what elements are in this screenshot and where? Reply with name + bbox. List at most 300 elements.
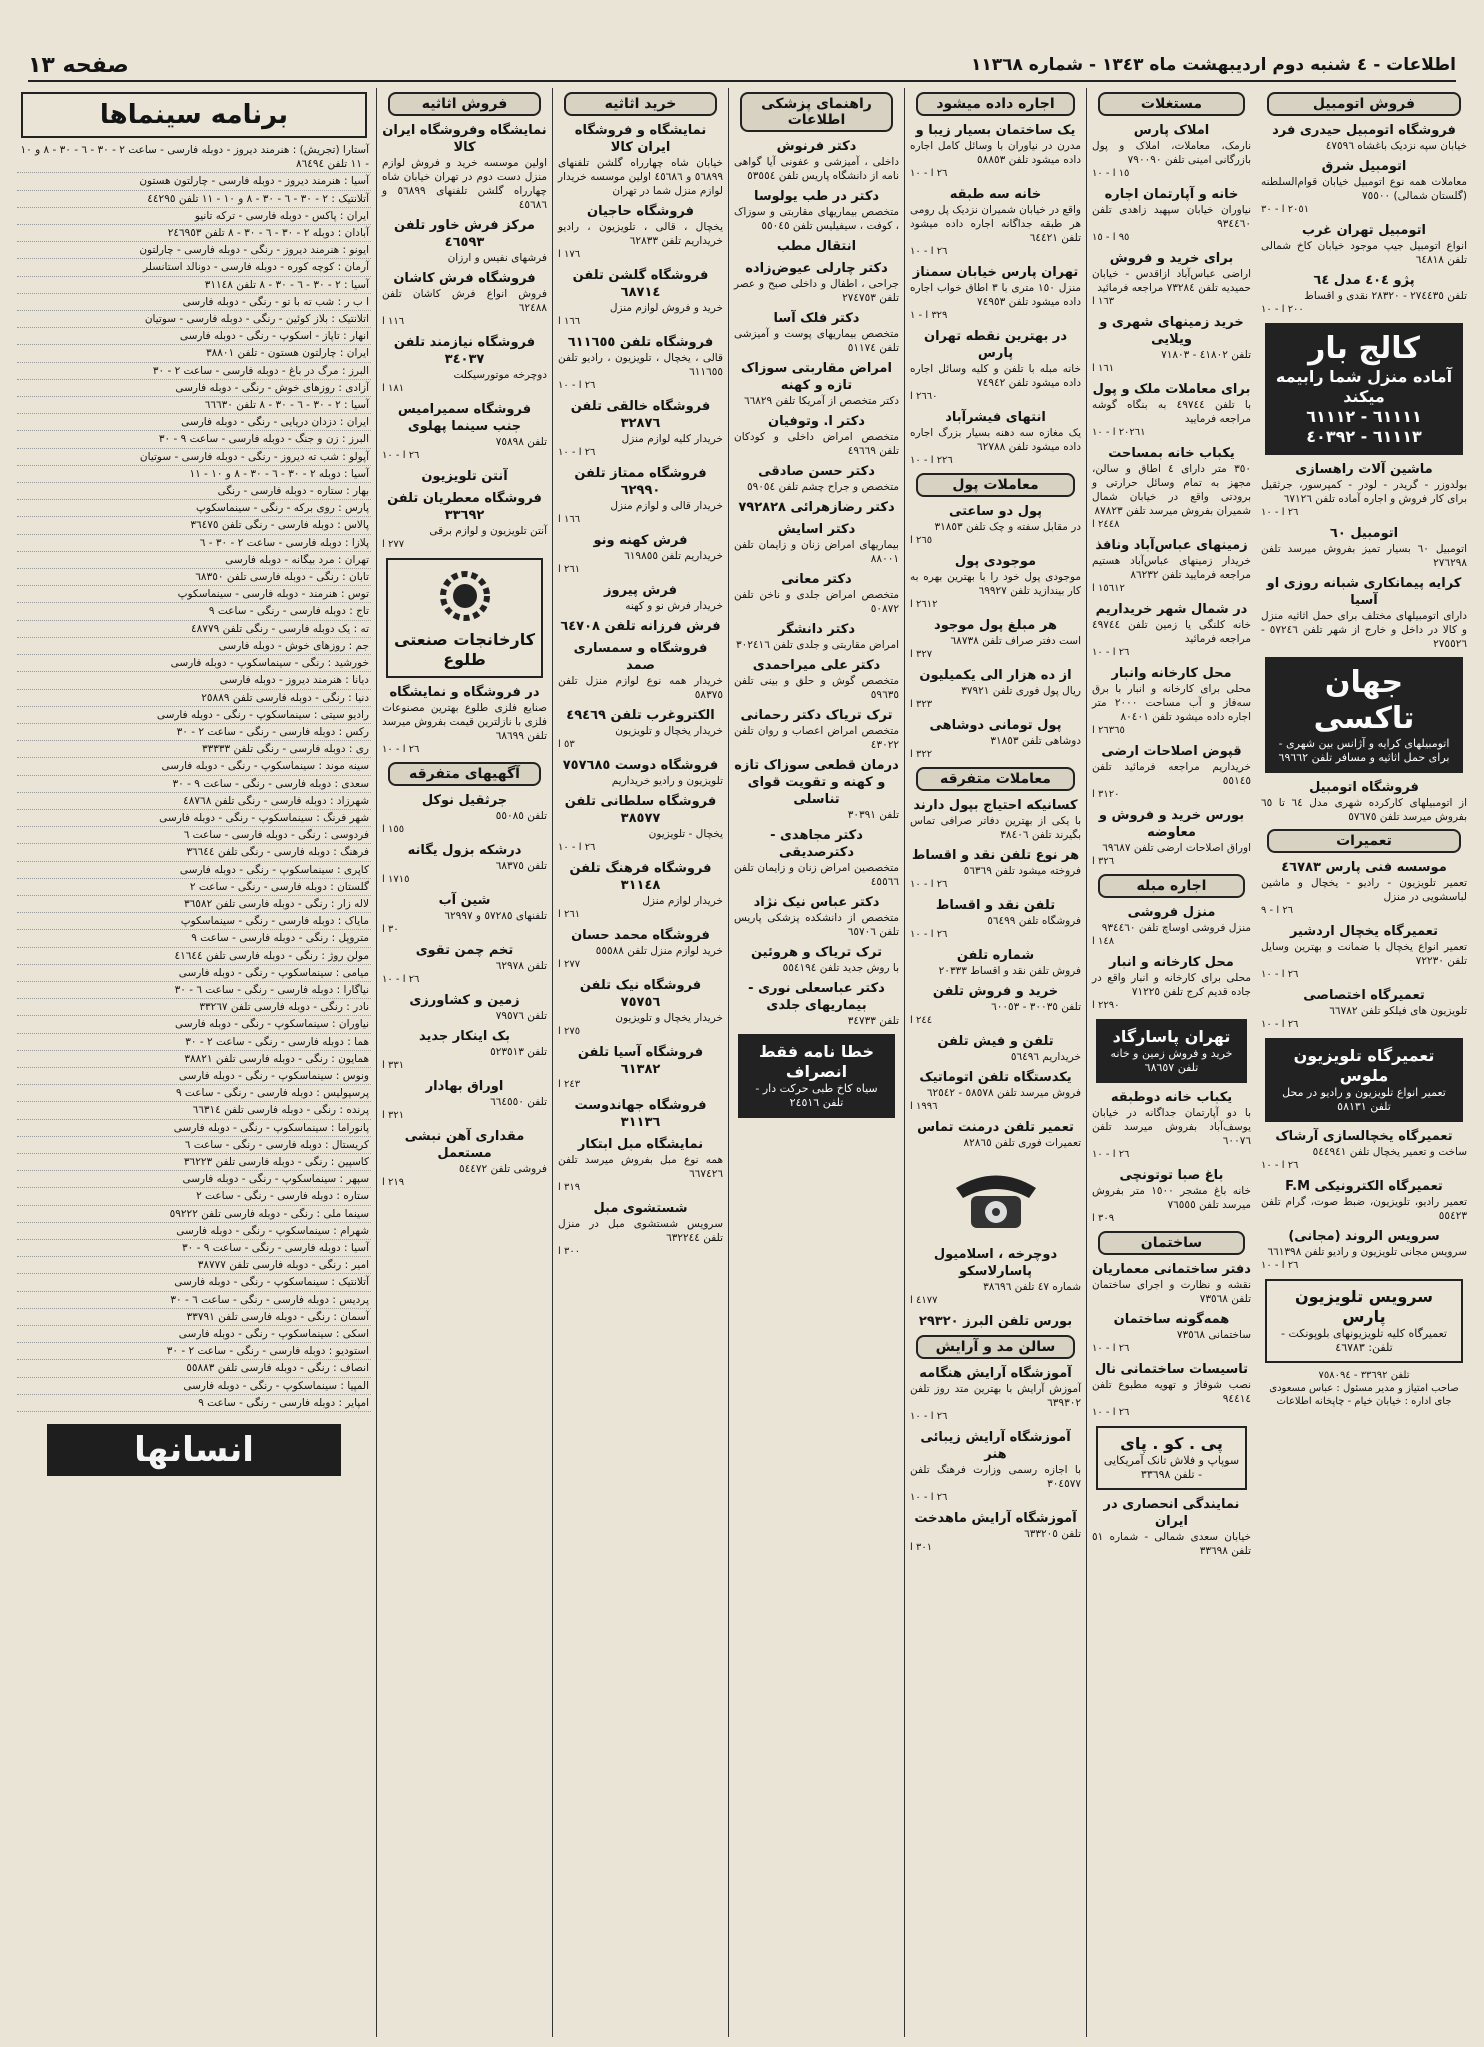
column-cinema	[12, 88, 376, 2037]
classified-ad	[382, 468, 547, 485]
section-header-repair: تعمیرات	[1267, 829, 1461, 853]
ad-title: آموزشگاه آرایش ماهدخت	[914, 1511, 1077, 1526]
classified-ad	[734, 463, 899, 494]
jahan-taxi-box	[1265, 657, 1463, 773]
box-text: اتومبیلهای کرایه و آژانس بین شهری - برای حمل اثاثیه و مسافر تلفن ٦٩٦٦٢	[1278, 737, 1450, 764]
cinema-listing: هما : دوبله فارسی - رنگی - ساعت ٢ - ٣٠	[17, 1034, 371, 1051]
ad-title: تعمیر تلفن درمنت تماس	[917, 1120, 1074, 1135]
ad-list	[1092, 904, 1251, 1013]
classified-ad	[1261, 1228, 1467, 1273]
classified-ad	[1092, 954, 1251, 1013]
ad-title: محل کارخانه وانبار	[1111, 666, 1232, 681]
ad-title: دکتر حسن صادقی	[758, 464, 875, 479]
ad-body: خیابان سپه نزدیک باغشاه ٤٧٥٩٦	[1325, 140, 1467, 152]
classified-ad	[734, 413, 899, 458]
cinema-listing: ستاره : دوبله فارسی - رنگی - ساعت ٢	[17, 1188, 371, 1205]
ad-title: برای خرید و فروش	[1109, 251, 1234, 266]
ad-body: خیابان سعدی شمالی - شماره ٥١ تلفن ٣٣٦٩٨	[1092, 1531, 1251, 1557]
ad-body: جراحی ، اطفال و داخلی صبح و عصر تلفن ٢٧٤٧٥٣	[734, 278, 899, 304]
ad-ref: ١٩٩٦ ا	[910, 1101, 938, 1112]
ad-body: یک مغازه سه دهنه بسیار بزرگ اجاره داده میشود تلفن ٦٢٧٨٨	[910, 427, 1081, 453]
tv-repair-box	[1265, 1038, 1463, 1122]
box-title: جهان تاکسی	[1313, 665, 1415, 736]
classified-ad	[734, 360, 899, 408]
ad-list	[1092, 1496, 1251, 1558]
ad-title: خانه سه طبقه	[949, 187, 1042, 202]
ad-ref: ٢٦ ا - ١٠	[558, 447, 596, 458]
cinema-listing: نیاوران : سینماسکوپ - رنگی - دوبله فارسی	[17, 1016, 371, 1033]
ad-body: فروشگاه تلفن ٥٦٤٩٩	[987, 915, 1081, 927]
ad-title: دکتر عباس نیک نژاد	[753, 895, 880, 910]
cinema-listing: میامی : سینماسکوپ - رنگی - دوبله فارسی	[17, 965, 371, 982]
ad-list	[382, 122, 547, 552]
ad-body: تلفن ٤١٨٠٢ - ٧١٨٠٣	[1161, 349, 1251, 361]
classified-ad	[910, 947, 1081, 978]
ad-body: منزل فروشی اوساچ تلفن ٩٣٤٤٦٠	[1101, 922, 1251, 934]
ad-body: محلی برای کارخانه و انبار با برق سه‌فاز و آب مساحت ٢٠٠٠ متر اجاره داده میشود تلفن ٨٠٤٠١	[1092, 683, 1251, 723]
classified-ad	[558, 793, 723, 855]
ad-ref: ٣٢١ ا	[382, 1110, 405, 1121]
ad-ref: ٢٦ ا - ١٠	[1261, 507, 1299, 518]
classified-ad	[910, 328, 1081, 404]
ad-title: پول دو ساعتی	[948, 504, 1043, 519]
ad-body: سرویس مجانی تلویزیون و رادیو تلفن ٦٦١٣٩٨	[1267, 1246, 1467, 1258]
ad-title: دکتر عباسعلی نوری - بیماریهای جلدی	[748, 981, 885, 1013]
classified-ad	[1261, 272, 1467, 317]
classified-ad	[382, 842, 547, 887]
ad-list	[382, 792, 547, 1190]
ad-title: فروشگاه محمد حسان	[571, 928, 710, 943]
ad-title: فروشگاه جهاندوست ٣١١٣٦	[574, 1098, 707, 1130]
ad-ref: ٢٠٥١ ا - ٣٠	[1261, 204, 1310, 215]
classified-ad	[734, 499, 899, 516]
ad-title: تعمیرگاه یخچال اردشیر	[1289, 924, 1439, 939]
ad-title: قپوض اصلاحات ارضی	[1101, 744, 1242, 759]
classified-ad	[734, 310, 899, 355]
ad-ref: ٣٠ ا	[382, 924, 399, 935]
ad-title: فروشگاه معطریان تلفن ٣٣٦٩٢	[387, 491, 542, 523]
masthead	[28, 50, 1456, 82]
ad-title: پول تومانی دوشاهی	[929, 718, 1062, 733]
ad-title: دکتر در طب یولوسا	[753, 189, 880, 204]
classified-ad	[734, 707, 899, 752]
ad-ref: ١٤٨ ا	[1092, 936, 1115, 947]
classified-ad	[1092, 1361, 1251, 1420]
classified-ad	[734, 260, 899, 305]
ad-ref: ٣٢٦ ا	[1092, 856, 1115, 867]
ad-body: خریدار یخچال و تلویزیون	[615, 725, 723, 737]
ad-body: تلویزیون های فیلکو تلفن ٦٦٧٨٢	[1329, 1005, 1467, 1017]
cinema-listing: آپولو : شب ته دیروز - رنگی - دوبله فارسی - سوتیان	[17, 449, 371, 466]
box-text: سیاه کاخ طبی حرکت دار - تلفن ٢٤٥١٦	[755, 1082, 878, 1109]
cinema-title-text: برنامه سینماها	[99, 100, 289, 130]
ad-title: شین آب	[438, 893, 491, 908]
ad-title: تعمیرگاه یخچالسازی آرشاک	[1275, 1129, 1453, 1144]
classified-ad	[558, 1136, 723, 1195]
ad-body: بیماریهای امراض زنان و زایمان تلفن ٨٨٠٠١	[734, 539, 899, 565]
ad-body: با اجازه رسمی وزارت فرهنگ تلفن ٣٠٤٥٧٧	[910, 1464, 1081, 1490]
ad-title: فروشگاه فرش کاشان	[393, 271, 536, 286]
ad-list	[910, 503, 1081, 762]
classified-ad	[1092, 537, 1251, 596]
ad-title: فروشگاه و سمساری صمد	[573, 641, 708, 673]
cinema-listing: پرنده : رنگی - دوبله فارسی تلفن ٦٦٣١٤	[17, 1102, 371, 1119]
classified-ad	[734, 827, 899, 889]
cinema-listing: انصاف : رنگی - دوبله فارسی تلفن ٥٥٨٨٣	[17, 1360, 371, 1377]
classified-ad	[734, 521, 899, 566]
classified-ad	[558, 582, 723, 613]
classified-ad	[910, 264, 1081, 323]
ad-ref: ٢٦ ا - ١٠	[1261, 1260, 1299, 1271]
gear-icon	[435, 566, 495, 626]
classified-ad	[382, 334, 547, 396]
classified-ad	[558, 927, 723, 972]
ad-ref: ١٥ ا - ١٠	[1092, 168, 1130, 179]
kalej-bar-box	[1265, 323, 1463, 455]
ad-title: موسسه فنی پارس ٤٦٧٨٣	[1281, 860, 1447, 875]
classified-ad	[558, 267, 723, 329]
cinema-listing: سینما ملی : رنگی - دوبله فارسی تلفن ٥٩٢٢٢	[17, 1206, 371, 1223]
ad-ref: ٣٢٢ ا	[910, 749, 933, 760]
ad-list	[558, 122, 723, 1259]
ad-body: تلفن ٦٢٩٧٨	[495, 960, 547, 972]
section-header-rent: اجاره مبله	[1098, 874, 1245, 898]
classified-ad	[382, 992, 547, 1023]
cinema-listing: البرز : زن و جنگ - دوبله فارسی - ساعت ٩ - ٣٠	[17, 431, 371, 448]
ad-ref: ٢٤٤٨ ا	[1092, 519, 1120, 530]
ad-title: محل کارخانه و انبار	[1109, 955, 1234, 970]
cinema-listing: آسیا : دوبله فارسی - رنگی - ساعت ٩ - ٣٠	[17, 1240, 371, 1257]
classified-ad	[910, 847, 1081, 892]
ad-list	[1261, 461, 1467, 651]
ad-body: تلفن ٣٠٣٩١	[847, 809, 899, 821]
classified-ad	[1092, 1089, 1251, 1162]
ad-list	[734, 138, 899, 1028]
cinema-listing: سینه موند : سینماسکوپ - رنگی - دوبله فارسی	[17, 758, 371, 775]
ad-body: خریدار کلیه لوازم منزل	[621, 433, 723, 445]
ad-title: دکتر چارلی عیوض‌زاده	[745, 261, 888, 276]
cinema-listing: جم : روزهای خوش - دوبله فارسی	[17, 638, 371, 655]
ad-ref: ٢٦٥ ا	[910, 535, 933, 546]
ad-body: متخصص از دانشکده پزشکی پاریس تلفن ٦٥٧٠٦	[734, 912, 899, 938]
cinema-listing: امیر : رنگی - دوبله فارسی تلفن ٣٨٧٧٧	[17, 1257, 371, 1274]
classified-ad	[382, 1078, 547, 1123]
ad-ref: ١٧١٥ ا	[382, 874, 410, 885]
ad-title: دکتر اسایش	[777, 522, 856, 537]
ad-title: باغ صبا توتونچی	[1119, 1168, 1224, 1183]
ad-title: هر مبلغ پول موجود	[934, 618, 1057, 633]
ad-title: دفتر ساختمانی معماریان	[1092, 1262, 1251, 1277]
ad-title: دکتر رضازهرائی ٧٩٢٨٢٨	[738, 500, 895, 515]
classified-ad	[910, 897, 1081, 942]
ad-title: املاک پارس	[1133, 123, 1210, 138]
ad-body: خریدار همه نوع لوازم منزل تلفن ٥٨٣٧٥	[558, 675, 723, 701]
ad-body: فروشی تلفن ٥٤٤٧٢	[458, 1163, 547, 1175]
ad-title: زمینهای عباس‌آباد ونافذ	[1095, 538, 1248, 553]
cinema-listing: آسیا : ٢ - ٣٠ - ٦ - ٣٠ - ٨ تلفن ٦٦٦٣٠	[17, 397, 371, 414]
section-header-rental: اجاره داده میشود	[916, 92, 1075, 116]
ad-title: فروشگاه تلفن ٦١١٦٥٥	[567, 335, 714, 350]
ad-ref: ٢٦٦٠ ا	[910, 391, 938, 402]
ad-body: تلفن ٥٢٣٥١٣	[490, 1046, 547, 1058]
ad-title: دوچرخه ، اسلامیول پاسارلاسکو	[933, 1247, 1058, 1279]
ad-body: متخصص بیماریهای پوست و آمیزشی تلفن ٥١١٧٤	[734, 328, 899, 354]
ad-ref: ٢١٩ ا	[382, 1177, 405, 1188]
classified-ad	[1092, 1496, 1251, 1558]
ad-body: صنایع فلزی طلوع بهترین مصنوعات فلزی با نازلترین قیمت بفروش میرسد تلفن ٦٨٦٩٩	[382, 702, 547, 742]
ad-body: شماره ٤٧ تلفن ٣٨٦٩٦	[983, 1281, 1081, 1293]
cinema-listing: البرز : مرگ در باغ - دوبله فارسی - ساعت ٢ - ٣٠	[17, 363, 371, 380]
ad-ref: ٢٢٩٠ ا	[1092, 1000, 1120, 1011]
ad-title: انتهای فیشرآباد	[945, 410, 1046, 425]
section-header-auto: فروش اتومبیل	[1267, 92, 1461, 116]
ad-body: محلی برای کارخانه و انبار واقع در جاده قدیم کرج تلفن ٧١٢٢٥	[1092, 972, 1251, 998]
column-rentals-money	[904, 88, 1086, 2037]
ad-body: تعمیر انواع یخچال با ضمانت و بهترین وسایل تلفن ٧٢٢٣٠	[1261, 941, 1467, 967]
cinema-listing: مولن روژ : رنگی - دوبله فارسی تلفن ٤١٦٤٤	[17, 948, 371, 965]
ad-list	[1092, 122, 1251, 869]
ad-ref: ٣٠١ ا	[910, 1542, 933, 1553]
ad-body: فروخته میشود تلفن ٥٦٣٦٩	[963, 865, 1081, 877]
classified-ad	[382, 270, 547, 329]
ad-title: فروشگاه اتومبیل حیدری فرد	[1272, 123, 1456, 138]
ad-title: دکتر علی میراحمدی	[752, 658, 881, 673]
cinema-listing: تابان : رنگی - دوبله فارسی تلفن ٦٨٣٥٠	[17, 569, 371, 586]
ad-body: اراضی عباس‌آباد ازاقدس - خیابان حمیدیه تلفن ٧٣٢٨٤ مراجعه فرمائید	[1092, 268, 1251, 294]
classified-ad	[910, 1429, 1081, 1505]
classified-ad	[382, 490, 547, 552]
cinema-listing: تاج : دوبله فارسی - رنگی - ساعت ٩	[17, 603, 371, 620]
ad-body: با دو آپارتمان جداگانه در خیابان یوسف‌آباد بفروش میرسد تلفن ٦٠٠٧٦	[1092, 1107, 1251, 1147]
ad-body: آنتن تلویزیون و لوازم برقی	[429, 525, 547, 537]
ad-ref: ١٥٥ ا	[382, 824, 405, 835]
section-header-misc: آگهیهای متفرقه	[388, 762, 541, 786]
ad-body: یخچال - تلویزیون	[648, 828, 723, 840]
cinema-listing: اتلانتیک : بلاز کوئین - رنگی - دوبله فارسی - سوتیان	[17, 311, 371, 328]
ad-body: متخصص امراض داخلی و کودکان تلفن ٤٩٦٦٩	[734, 431, 899, 457]
ad-body: خرید لوازم منزل تلفن ٥٥٥٨٨	[595, 945, 723, 957]
classified-ad	[1261, 575, 1467, 651]
page-label: صفحه ١٣	[28, 52, 129, 78]
ad-title: پژو ٤٠٤ مدل ٦٤	[1313, 273, 1415, 288]
classified-ad	[734, 238, 899, 255]
classified-ad	[1092, 122, 1251, 181]
classified-ad	[734, 757, 899, 822]
ad-title: دکتر فرنوش	[776, 139, 857, 154]
classified-ad	[734, 571, 899, 616]
ad-title: خانه و آپارتمان اجاره	[1104, 187, 1239, 202]
ad-list	[1261, 1128, 1467, 1273]
ad-ref: ٢٦ ا - ١٠	[910, 168, 948, 179]
section-header-money: معاملات پول	[916, 473, 1075, 497]
cinema-listing: آسیا : دوبله ٢ - ٣٠ - ٦ - ٣٠ - ٨ و ١٠ - ١١	[17, 466, 371, 483]
ad-ref: ٢٦٣٦٥ ا	[1092, 725, 1125, 736]
classified-ad	[382, 1128, 547, 1190]
classified-ad	[558, 532, 723, 577]
ad-ref: ٢٤٤ ا	[910, 1015, 933, 1026]
ad-ref: ٩٥ ا - ١٥	[1092, 232, 1130, 243]
classified-ad	[1092, 665, 1251, 738]
cinema-listing: انهار : تاپاز - اسکوپ - رنگی - دوبله فارسی	[17, 328, 371, 345]
classified-ad	[1261, 859, 1467, 918]
cinema-listing: آستارا (تجریش) : هنرمند دیروز - دوبله فارسی - ساعت ٢ - ٣٠ - ٦ - ٣٠ - ٨ و ١٠ - ١١ تلفن ٨٦٤٩٤	[17, 142, 371, 173]
ad-body: تلفن ٣٠٠٣٥ - ٦٠٠٥٣	[991, 1001, 1081, 1013]
classified-ad	[1261, 222, 1467, 267]
cinema-listing: رادیو سیتی : سینماسکوپ - رنگی - دوبله فارسی	[17, 707, 371, 724]
cinema-listing: آتلانتیک : ٢ - ٣٠ - ٦ - ٣٠ - ٨ و ١٠ - ١١ تلفن ٤٤٢٩٥	[17, 191, 371, 208]
ad-body: خریدار لوازم منزل	[642, 895, 723, 907]
telephone-icon	[941, 1158, 1051, 1238]
ad-body: تلفنهای ٥٧٢٨٥ و ٦٢٩٩٧	[444, 910, 547, 922]
classified-ad	[734, 138, 899, 183]
ad-ref: ٢٦ ا - ١٠	[1092, 647, 1130, 658]
tolou-logo-box	[386, 558, 543, 678]
classified-ad	[382, 684, 547, 757]
classified-ad	[1092, 1261, 1251, 1306]
ad-list	[1092, 1089, 1251, 1226]
classified-ad	[558, 757, 723, 788]
ad-ref: ٢٦ ا - ١٠	[382, 450, 420, 461]
ad-ref: ٢٦١ ا	[558, 564, 581, 575]
ad-title: دکتر معانی	[781, 572, 852, 587]
ad-title: ترک تریاک دکتر رحمانی	[740, 708, 893, 723]
classified-ad	[1261, 122, 1467, 153]
ad-ref: ٣٢٩ ا - ١	[910, 310, 948, 321]
ad-title: آنتن تلویزیون	[421, 469, 508, 484]
cinema-listing: ایران : چارلتون هستون - تلفن ٣٨٨٠١	[17, 345, 371, 362]
classified-ad	[734, 657, 899, 702]
ad-body: خریداریم تلفن ٦١٩٨٥٥	[624, 550, 723, 562]
ad-list	[1261, 859, 1467, 1032]
ad-title: درمان قطعی سوزاک تازه و کهنه و تقویت قوای تناسلی	[734, 758, 899, 807]
ad-body: خانه مبله با تلفن و کلیه وسائل اجاره داده میشود تلفن ٧٤٩٤٢	[910, 363, 1081, 389]
ad-body: اوراق اصلاحات ارضی تلفن ٦٩٦٨٧	[1102, 842, 1251, 854]
box-text: تعمیرگاه کلیه تلویزیونهای بلوپونکت - تلفن: ٤٦٧٨٣	[1281, 1327, 1447, 1354]
ad-ref: ٢٦ ا - ١٠	[910, 246, 948, 257]
ad-title: دکتر دانشگر	[777, 622, 856, 637]
classified-ad	[910, 186, 1081, 259]
ad-title: برای معاملات ملک و پول	[1092, 382, 1251, 397]
classified-ad	[558, 203, 723, 262]
classified-ad	[1261, 779, 1467, 824]
cinema-listing: لاله زار : رنگی - دوبله فارسی تلفن ٣٦٥٨٢	[17, 896, 371, 913]
ad-ref: ٥٣ ا	[558, 739, 575, 750]
box-title: کالج بار	[1308, 331, 1420, 366]
ad-ref: ١٨١ ا	[382, 383, 405, 394]
cinema-listing: استودیو : دوبله فارسی - رنگی - ساعت ٢ - ٣٠	[17, 1343, 371, 1360]
ad-body: اولین موسسه خرید و فروش لوازم منزل دست دوم در تهران خیابان شاه چهارراه گلشن تلفنهای ٥٦٨٩٩ و ٤٥٦٨٦	[382, 157, 547, 211]
ad-ref: ١٦٦ ا	[558, 316, 581, 327]
box-subtitle: آماده منزل شما رابیمه میکند	[1275, 367, 1453, 406]
ad-body: فروش انواع فرش کاشان تلفن ٦٢٤٨٨	[382, 288, 547, 314]
classified-ad	[558, 1097, 723, 1131]
ad-title: ترک تریاک و هروئین	[750, 945, 883, 960]
tehran-pasargad-box	[1096, 1019, 1247, 1083]
classified-ad	[382, 217, 547, 265]
ad-ref: ٢٦١ ا	[558, 909, 581, 920]
ad-body: ٣٥٠ متر دارای ٤ اطاق و سالن، مجهز به تمام وسائل حرارتی و برودتی واقع در خیابان شمال شمیران بفروش میرسد تلفن ٨٧٨٢٣	[1092, 463, 1251, 517]
column-buy-furniture	[552, 88, 728, 2037]
classified-ad	[1261, 158, 1467, 217]
ad-body: انواع اتومبیل جیپ موجود خیابان کاخ شمالی تلفن ٦٤٨١٨	[1261, 240, 1467, 266]
ad-body: متخصص بیماریهای مقاربتی و سوزاک ، کوفت ، سیفیلیس تلفن ٥٥٠٤٥	[734, 206, 899, 232]
ad-title: اتومبیل تهران غرب	[1302, 223, 1426, 238]
cinema-list	[17, 142, 371, 1412]
ad-body: تلویزیون و رادیو خریداریم	[611, 775, 723, 787]
section-header-sell: فروش اثاثیه	[388, 92, 541, 116]
ad-title: در بهترین نقطه تهران پارس	[923, 329, 1068, 361]
ad-ref: ٢٦ ا - ١٠	[1261, 1019, 1299, 1030]
box-text: خرید و فروش زمین و خانه تلفن ٦٨٦٥٧	[1110, 1047, 1233, 1074]
classified-ad	[382, 892, 547, 937]
ad-title: انتقال مطب	[776, 239, 857, 254]
ad-title: در فروشگاه و نمایشگاه	[389, 685, 540, 700]
cinema-listing: فرهنگ : دوبله فارسی - رنگی تلفن ٣٦٦٤٤	[17, 844, 371, 861]
column-auto-sales	[1256, 88, 1472, 2037]
cinema-listing: آرمان : کوچه کوره - دوبله فارسی - دونالد استانسلر	[17, 259, 371, 276]
ad-body: تلفن ٣٤٧٣٣	[847, 1015, 899, 1027]
footer-publisher: صاحب امتیاز و مدیر مسئول : عباس مسعودی	[1269, 1383, 1459, 1394]
ad-ref: ٢٦ ا - ١٠	[1261, 1160, 1299, 1171]
ad-title: تخم چمن تقوی	[415, 943, 514, 958]
box-title: سرویس تلویزیون پارس	[1294, 1287, 1434, 1326]
classified-ad	[1261, 461, 1467, 520]
ad-list	[910, 1365, 1081, 1555]
section-header-beauty: سالن مد و آرایش	[916, 1335, 1075, 1359]
ad-title: آموزشگاه آرایش زیبائی هنر	[920, 1430, 1071, 1462]
ad-title: الکتروغرب تلفن ٤٩٤٦٩	[566, 708, 715, 723]
ad-body: نصب شوفاژ و تهویه مطبوع تلفن ٩٤٤١٤	[1092, 1379, 1251, 1405]
ad-body: ساختمانی ٧٣٥٦٨	[1176, 1329, 1251, 1341]
cinema-program-title	[21, 92, 367, 138]
ad-body: منزل ١٥٠ متری با ٣ اطاق خواب اجاره داده میشود تلفن ٧٤٩٥٣	[910, 282, 1081, 308]
classified-ad	[382, 122, 547, 212]
ad-ref: ٢٦ ا - ١٠	[382, 744, 420, 755]
cinema-listing: آسیا : ٢ - ٣٠ - ٦ - ٣٠ - ٨ تلفن ٣١١٤٨	[17, 277, 371, 294]
ad-list	[1261, 122, 1467, 317]
box-title: کارخانجات صنعتی طلوع	[394, 630, 535, 669]
ad-title: فروشگاه سمیرامیس جنب سینما پهلوی	[397, 402, 532, 434]
ad-body: تلفن ٢٧٤٤٣٥ - ٢٨٣٢٠ نقدی و اقساط	[1304, 290, 1467, 302]
ad-title: یکدستگاه تلفن اتوماتیک	[919, 1070, 1072, 1085]
cinema-listing: ری : دوبله فارسی - رنگی تلفن ٣٣٣٣٣	[17, 741, 371, 758]
ad-title: فروشگاه سلطانی تلفن ٣٨٥٧٧	[564, 794, 717, 826]
ad-body: با روش جدید تلفن ٥٥٤١٩٤	[782, 962, 899, 974]
ad-body: در مقابل سفته و چک تلفن ٣١٨٥٣	[934, 521, 1081, 533]
ad-ref: ٢٧٥ ا	[558, 1026, 581, 1037]
classified-ad	[910, 617, 1081, 662]
ad-body: خیابان شاه چهارراه گلشن تلفنهای ٥٦٨٩٩ و ٤٥٦٨٦ اولین موسسه خریدار لوازم منزل شما در تهران	[558, 157, 723, 197]
ad-title: جرثقیل نوکل	[421, 793, 508, 808]
medical-box	[738, 1034, 895, 1118]
classified-ad	[558, 122, 723, 198]
classified-ad	[558, 465, 723, 527]
ad-title: فرش فرزانه تلفن ٦٤٧٠٨	[560, 619, 721, 634]
ad-ref: ١١٦ ا	[382, 316, 405, 327]
ad-body: متخصص امراض جلدی و ناخن تلفن ٥٠٨٧٢	[734, 589, 899, 615]
classified-ad	[734, 894, 899, 939]
classified-ad	[558, 618, 723, 635]
columns	[12, 88, 1472, 2037]
classified-ad	[1261, 1178, 1467, 1223]
classified-ad	[1092, 314, 1251, 376]
ad-title: زمین و کشاورزی	[409, 993, 520, 1008]
classified-ad	[1261, 987, 1467, 1032]
cinema-listing: فردوسی : رنگی - دوبله فارسی - ساعت ٦	[17, 827, 371, 844]
cinema-listing: ته : یک دوبله فارسی - رنگی تلفن ٤٨٧٧٩	[17, 621, 371, 638]
ad-ref: ٢٦ ا - ١٠	[1092, 1149, 1130, 1160]
cinema-listing: دیانا : هنرمند دیروز - دوبله فارسی	[17, 672, 371, 689]
